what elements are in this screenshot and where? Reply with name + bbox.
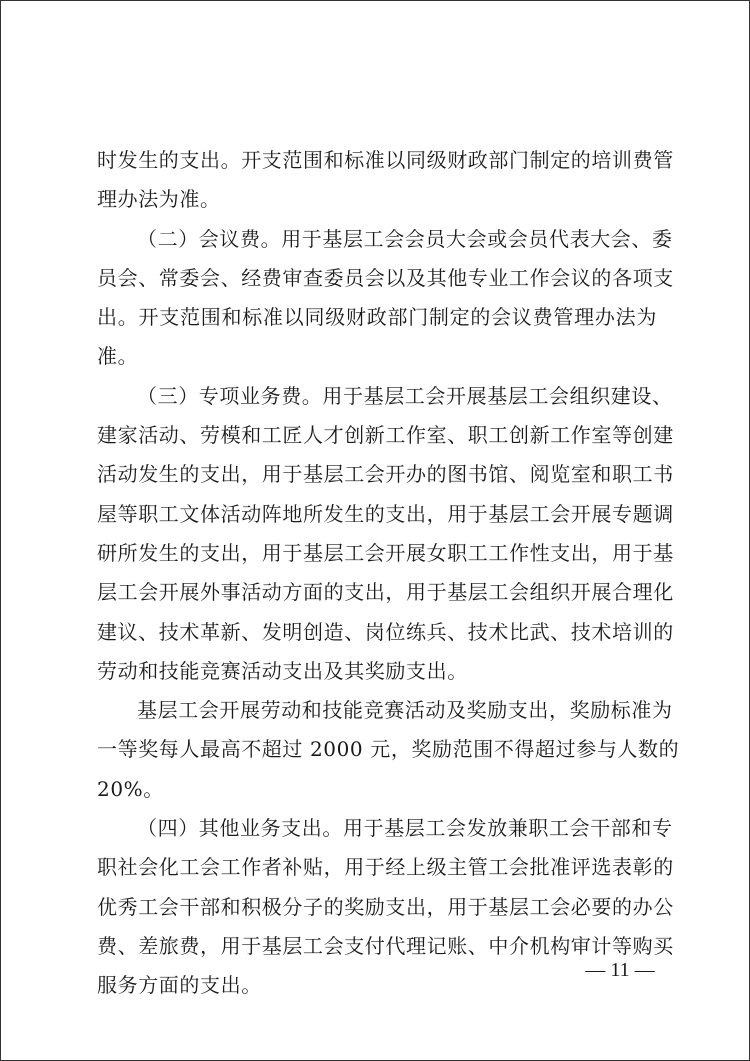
text-line: 20%。: [97, 776, 164, 801]
document-body: [97, 141, 680, 1006]
paragraph-other-business-expenses: [97, 809, 674, 1005]
text-line: 一等奖每人最高不超过 2000 元，奖励范围不得超过参与人数的: [97, 737, 680, 762]
paragraph-competition-awards: [97, 691, 680, 809]
text-line: 优秀工会干部和积极分子的奖励支出，用于基层工会必要的办公: [97, 894, 674, 919]
text-line: 准。: [97, 344, 139, 369]
paragraph-training-fee-continued: [97, 141, 674, 220]
text-line: 服务方面的支出。: [97, 973, 262, 998]
text-line: 出。开支范围和标准以同级财政部门制定的会议费管理办法为: [97, 305, 657, 330]
paragraph-meeting-fee: [97, 220, 674, 377]
text-line: 理办法为准。: [97, 187, 221, 212]
text-line: 层工会开展外事活动方面的支出，用于基层工会组织开展合理化: [97, 580, 674, 605]
text-line: 劳动和技能竞赛活动支出及其奖励支出。: [97, 658, 468, 683]
text-line: 屋等职工文体活动阵地所发生的支出，用于基层工会开展专题调: [97, 501, 674, 526]
paragraph-special-business-fee: [97, 377, 674, 691]
text-line: 职社会化工会工作者补贴，用于经上级主管工会批准评选表彰的: [97, 855, 674, 880]
text-line: （四）其他业务支出。用于基层工会发放兼职工会干部和专: [137, 816, 673, 841]
text-line: 员会、常委会、经费审查委员会以及其他专业工作会议的各项支: [97, 265, 674, 290]
text-line: 费、差旅费，用于基层工会支付代理记账、中介机构审计等购买: [97, 933, 674, 958]
text-line: 时发生的支出。开支范围和标准以同级财政部门制定的培训费管: [97, 148, 674, 172]
text-line: 建家活动、劳模和工匠人才创新工作室、职工创新工作室等创建: [97, 423, 674, 448]
page-number: — 11 —: [585, 959, 655, 981]
text-line: 活动发生的支出，用于基层工会开办的图书馆、阅览室和职工书: [97, 462, 674, 487]
text-line: 研所发生的支出，用于基层工会开展女职工工作性支出，用于基: [97, 540, 674, 565]
text-line: 基层工会开展劳动和技能竞赛活动及奖励支出，奖励标准为: [137, 698, 673, 723]
text-line: （二）会议费。用于基层工会会员大会或会员代表大会、委: [137, 226, 673, 251]
text-line: 建议、技术革新、发明创造、岗位练兵、技术比武、技术培训的: [97, 619, 674, 644]
text-line: （三）专项业务费。用于基层工会开展基层工会组织建设、: [137, 383, 673, 408]
